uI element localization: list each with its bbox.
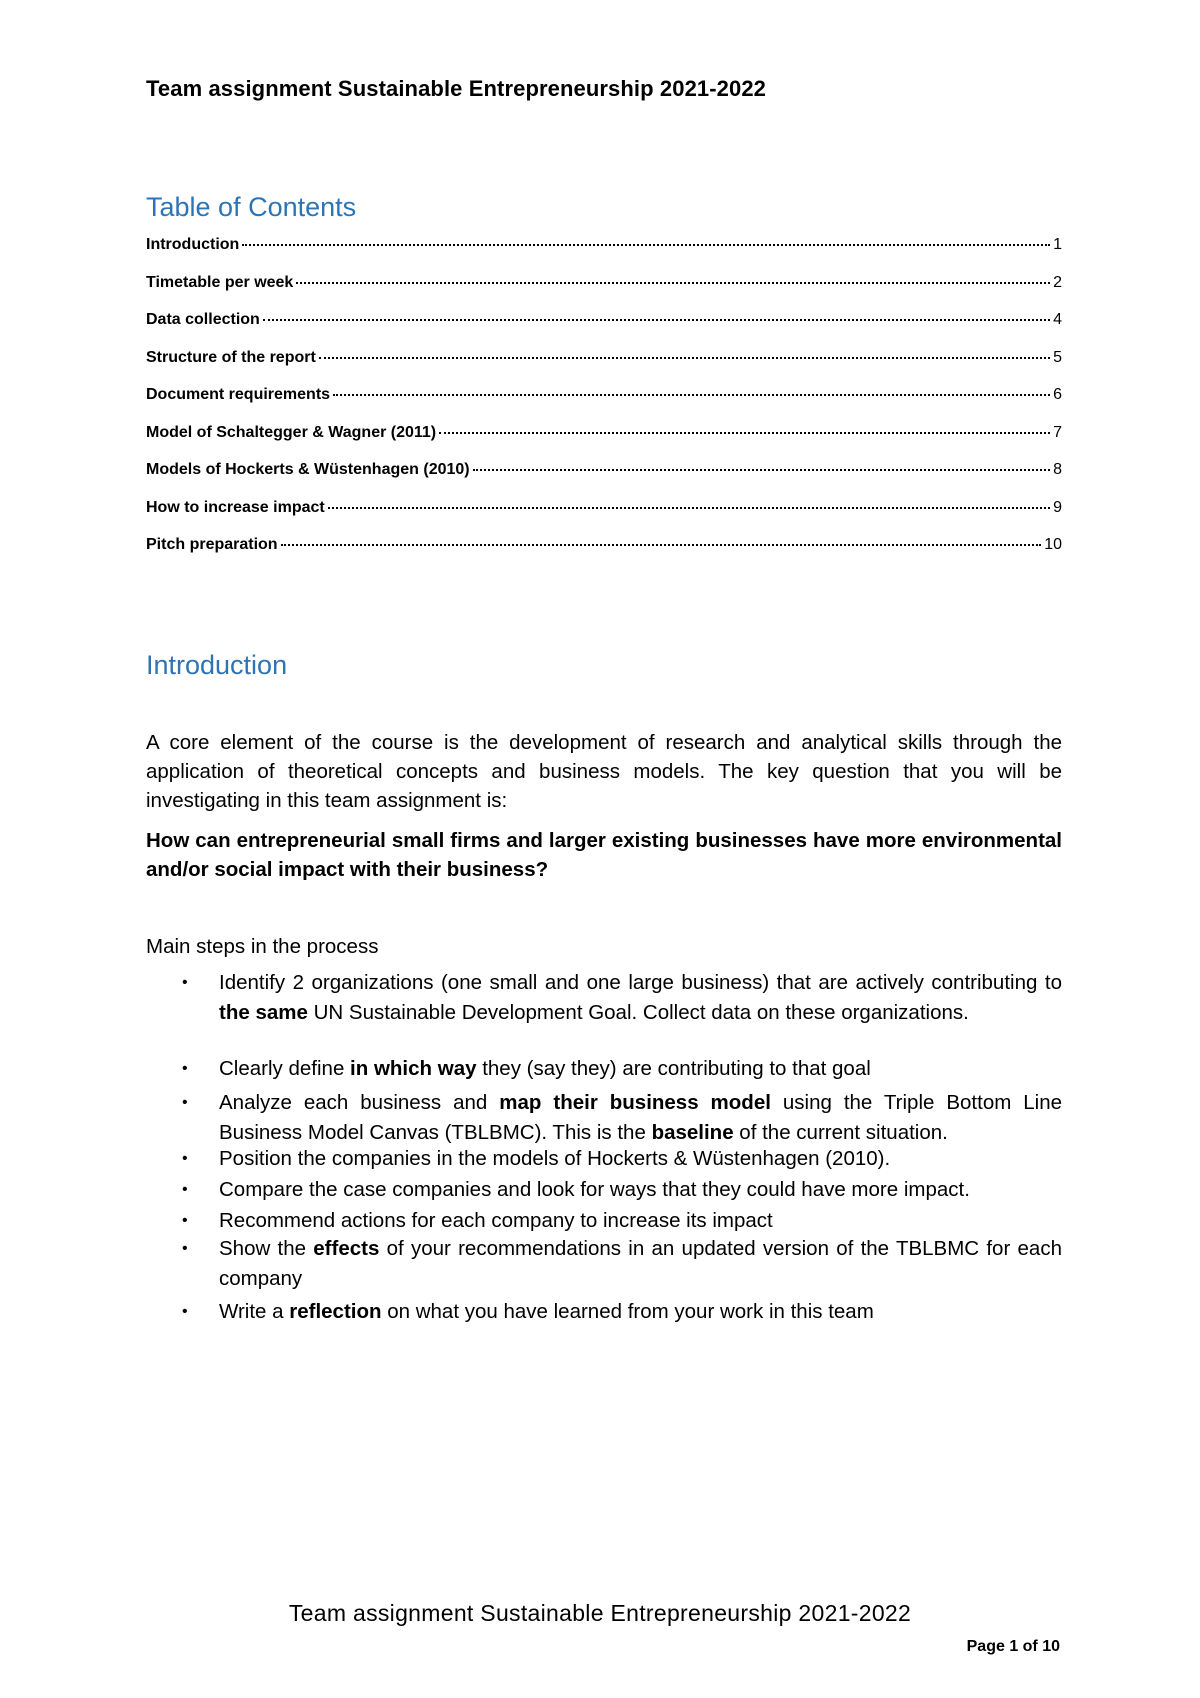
bullet-icon: • <box>182 1150 188 1167</box>
introduction-paragraph: A core element of the course is the development of research and analytical skills through the application of theoretical concepts and business models. The key question that you will be investigating in this team assignment is: <box>146 731 1062 812</box>
process-step <box>146 1088 1062 1148</box>
step-text: they (say they) are contributing to that goal <box>476 1057 871 1080</box>
bullet-icon: • <box>182 1303 188 1320</box>
process-step <box>146 1144 1062 1174</box>
step-emphasis: reflection <box>289 1300 382 1323</box>
bullet-icon: • <box>182 1060 188 1077</box>
toc-entry-timetable[interactable] <box>146 274 1062 312</box>
toc-entry-title: Data collection <box>146 311 260 328</box>
toc-entry-page: 7 <box>1053 423 1062 441</box>
process-step <box>146 1297 1062 1327</box>
toc-entry-introduction[interactable] <box>146 236 1062 274</box>
step-text: Analyze each business and <box>219 1091 500 1114</box>
toc-entry-title: Document requirements <box>146 386 331 403</box>
process-step <box>146 1234 1062 1294</box>
toc-entry-increase-impact[interactable] <box>146 499 1062 537</box>
bullet-icon: • <box>182 1181 188 1198</box>
toc-dot-leader <box>263 319 1050 321</box>
toc-entry-page: 2 <box>1053 273 1062 291</box>
toc-entry-title: Timetable per week <box>146 273 294 291</box>
step-emphasis: in which way <box>350 1057 477 1080</box>
bullet-icon: • <box>182 1212 188 1229</box>
process-step <box>146 1175 1062 1205</box>
step-text: of your recommendations in an updated version of the TBLBMC for each company <box>219 1237 1062 1290</box>
step-emphasis: map their business model <box>499 1091 771 1114</box>
step-emphasis: effects <box>313 1237 380 1260</box>
page-number: Page 1 of 10 <box>966 1638 1060 1655</box>
key-question: How can entrepreneurial small firms and larger existing businesses have more environmental and/or social impact with their business? <box>146 829 1062 881</box>
toc-entry-title: Introduction <box>146 236 240 253</box>
table-of-contents <box>146 236 1062 574</box>
toc-dot-leader <box>328 507 1050 509</box>
toc-entry-document-requirements[interactable] <box>146 386 1062 424</box>
introduction-heading: Introduction <box>146 650 288 680</box>
toc-dot-leader <box>242 244 1050 246</box>
step-emphasis: the same <box>219 1001 308 1024</box>
toc-dot-leader <box>319 357 1050 359</box>
toc-entry-page: 1 <box>1053 236 1062 253</box>
step-text: Show the <box>219 1237 314 1260</box>
step-text: Write a <box>219 1300 290 1323</box>
document-header: Team assignment Sustainable Entrepreneurship 2021-2022 <box>146 76 767 101</box>
step-emphasis: baseline <box>651 1121 734 1144</box>
toc-dot-leader <box>439 432 1050 434</box>
toc-entry-page: 6 <box>1053 386 1062 403</box>
step-text: using the Triple Bottom Line Business Model Canvas (TBLBMC). This is the <box>219 1091 1062 1144</box>
bullet-icon: • <box>182 1240 188 1257</box>
toc-entry-title: Pitch preparation <box>146 536 278 553</box>
step-text: Compare the case companies and look for ways that they could have more impact. <box>219 1178 970 1201</box>
steps-label: Main steps in the process <box>146 935 379 958</box>
toc-entry-page: 10 <box>1044 536 1062 553</box>
toc-entry-pitch-preparation[interactable] <box>146 536 1062 574</box>
toc-entry-schaltegger-model[interactable] <box>146 424 1062 462</box>
toc-entry-title: Models of Hockerts & Wüstenhagen (2010) <box>146 461 470 478</box>
toc-dot-leader <box>333 394 1050 396</box>
toc-entry-page: 4 <box>1053 311 1062 328</box>
process-step <box>146 968 1062 1028</box>
step-text: on what you have learned from your work in this team <box>381 1300 874 1323</box>
step-text: UN Sustainable Development Goal. Collect data on these organizations. <box>307 1001 969 1024</box>
toc-entry-hockerts-models[interactable] <box>146 461 1062 499</box>
bullet-icon: • <box>182 974 188 991</box>
step-text: Clearly define <box>219 1057 351 1080</box>
process-step <box>146 1054 1062 1084</box>
step-text: Recommend actions for each company to increase its impact <box>219 1209 773 1232</box>
toc-dot-leader <box>281 544 1042 546</box>
step-text: of the current situation. <box>733 1121 948 1144</box>
toc-entry-title: How to increase impact <box>146 498 325 516</box>
footer-title: Team assignment Sustainable Entrepreneurship 2021-2022 <box>288 1600 912 1626</box>
toc-entry-page: 5 <box>1053 348 1062 366</box>
toc-entry-title: Structure of the report <box>146 348 316 366</box>
toc-entry-report-structure[interactable] <box>146 349 1062 387</box>
toc-entry-page: 9 <box>1053 498 1062 516</box>
step-text: Position the companies in the models of Hockerts & Wüstenhagen (2010). <box>219 1147 891 1170</box>
step-text: Identify 2 organizations (one small and one large business) that are actively contributing to <box>219 971 1062 994</box>
toc-dot-leader <box>296 282 1050 284</box>
bullet-icon: • <box>182 1094 188 1111</box>
toc-entry-title: Model of Schaltegger & Wagner (2011) <box>146 423 437 441</box>
toc-entry-page: 8 <box>1053 461 1062 478</box>
toc-heading: Table of Contents <box>146 192 357 222</box>
toc-entry-data-collection[interactable] <box>146 311 1062 349</box>
toc-dot-leader <box>473 469 1050 471</box>
process-step <box>146 1206 1062 1236</box>
